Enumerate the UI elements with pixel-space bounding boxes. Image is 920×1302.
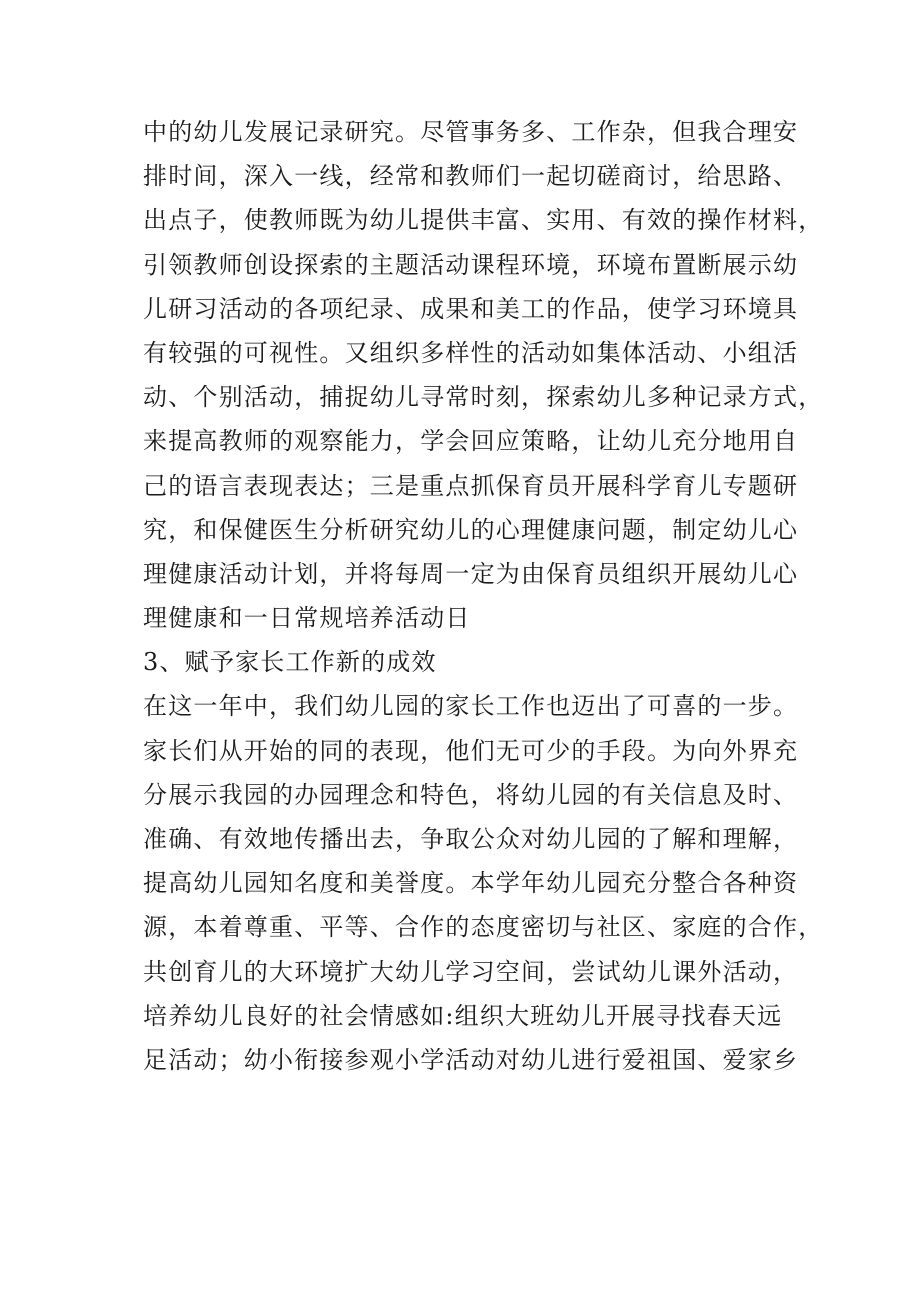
text-line: 分展示我园的办园理念和特色，将幼儿园的有关信息及时、 [143, 780, 799, 809]
text-line: 共创育儿的大环境扩大幼儿学习空间，尝试幼儿课外活动， [143, 957, 799, 986]
text-line: 源，本着尊重、平等、合作的态度密切与社区、家庭的合作， [143, 913, 824, 942]
text-line: 己的语言表现表达；三是重点抓保育员开展科学育儿专题研 [143, 471, 799, 500]
text-line: 足活动；幼小衔接参观小学活动对幼儿进行爱祖国、爱家乡 [143, 1045, 799, 1074]
text-line: 家长们从开始的同的表现，他们无可少的手段。为向外界充 [143, 736, 799, 765]
text-line: 究，和保健医生分析研究幼儿的心理健康问题，制定幼儿心 [143, 515, 799, 544]
text-line: 理健康和一日常规培养活动日 [143, 604, 471, 633]
text-line: 出点子，使教师既为幼儿提供丰富、实用、有效的操作材料， [143, 206, 824, 235]
text-line: 中的幼儿发展记录研究。尽管事务多、工作杂，但我合理安 [143, 118, 799, 146]
text-line: 理健康活动计划，并将每周一定为由保育员组织开展幼儿心 [143, 559, 799, 588]
section-heading: 3、赋予家长工作新的成效 [143, 648, 437, 677]
text-line: 培养幼儿良好的社会情感如:组织大班幼儿开展寻找春天远 [143, 1001, 783, 1030]
text-line: 排时间，深入一线，经常和教师们一起切磋商讨，给思路、 [143, 162, 799, 191]
text-line: 提高幼儿园知名度和美誉度。本学年幼儿园充分整合各种资 [143, 869, 799, 898]
text-line: 引领教师创设探索的主题活动课程环境，环境布置断展示幼 [143, 250, 799, 279]
body-text [143, 110, 823, 1082]
text-line: 在这一年中，我们幼儿园的家长工作也迈出了可喜的一步。 [143, 692, 799, 721]
text-line: 儿研习活动的各项纪录、成果和美工的作品，使学习环境具 [143, 294, 799, 323]
text-line: 准确、有效地传播出去，争取公众对幼儿园的了解和理解， [143, 825, 799, 853]
text-line: 动、个别活动，捕捉幼儿寻常时刻，探索幼儿多种记录方式， [143, 383, 824, 412]
text-line: 来提高教师的观察能力，学会回应策略，让幼儿充分地用自 [143, 427, 799, 456]
text-line: 有较强的可视性。又组织多样性的活动如集体活动、小组活 [143, 338, 799, 367]
